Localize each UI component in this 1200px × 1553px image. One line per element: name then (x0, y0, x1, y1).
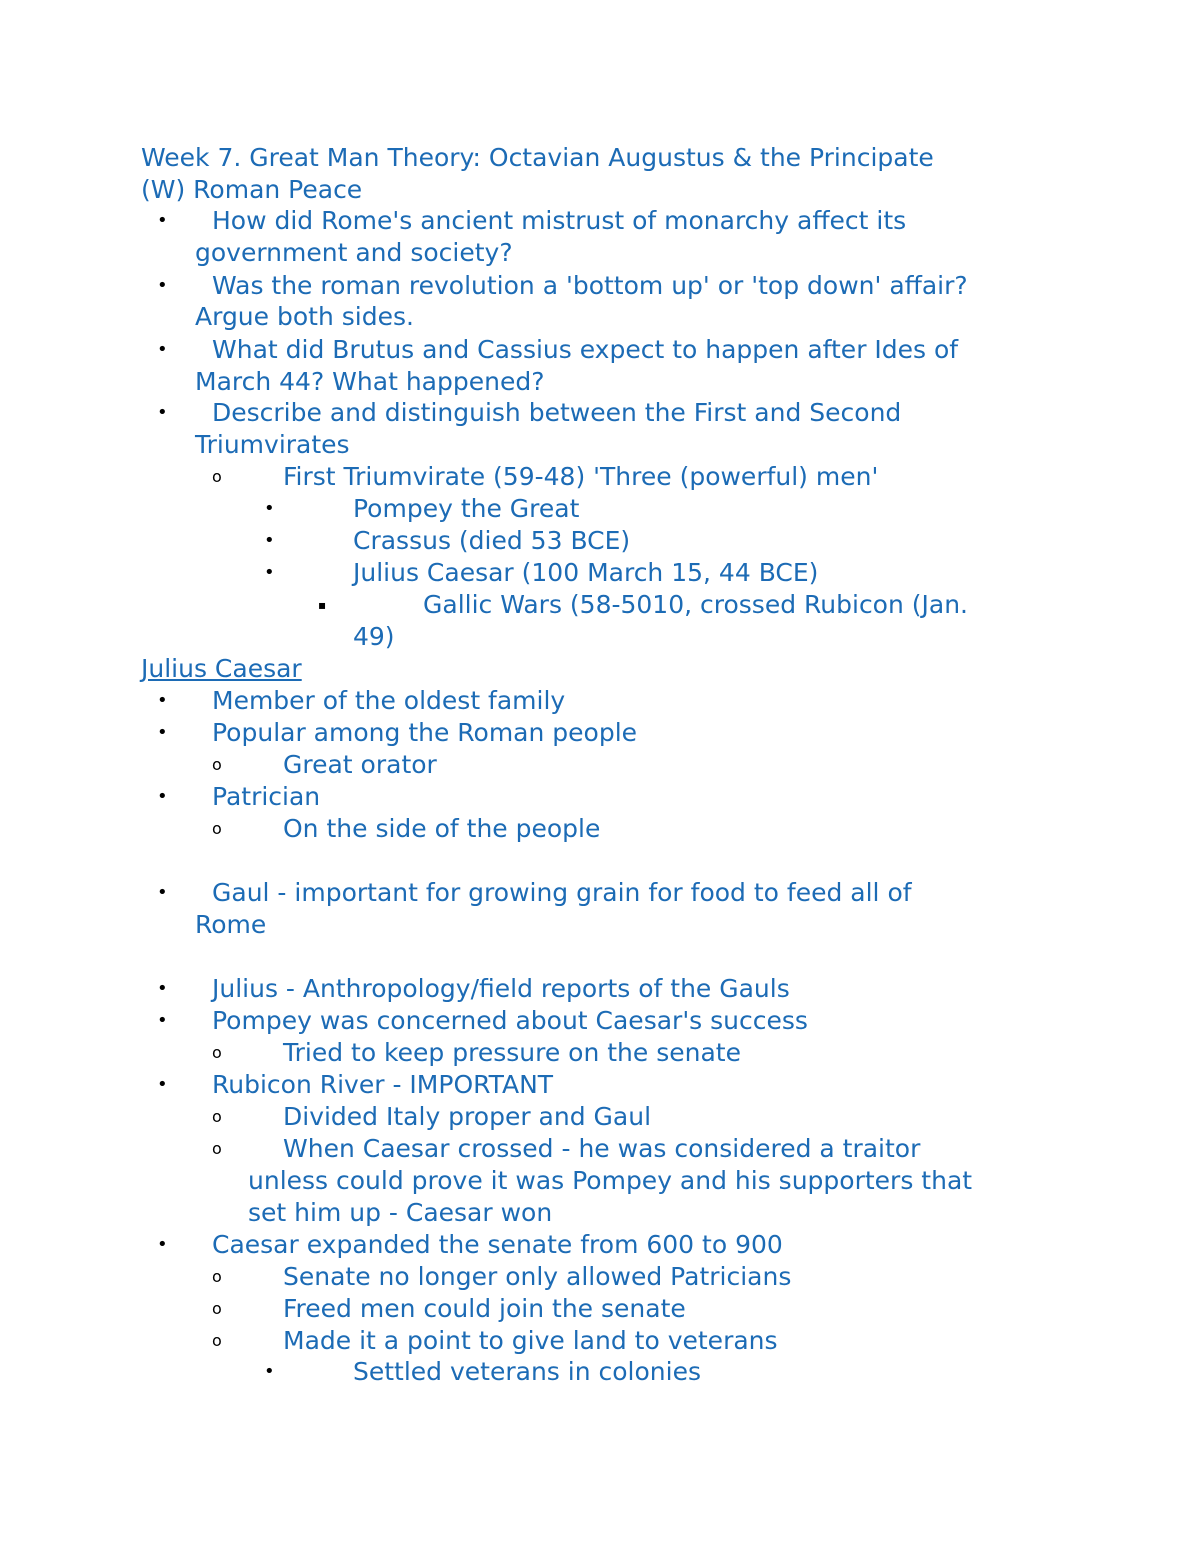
note-item: Caesar expanded the senate from 600 to 900 (212, 1230, 783, 1259)
question-item-continued: Triumvirates (195, 430, 350, 459)
note-subitem: When Caesar crossed - he was considered a traitor (283, 1134, 921, 1163)
bullet-circle: o (212, 1139, 222, 1158)
bullet-disc: • (264, 562, 275, 583)
bullet-disc: • (157, 1010, 168, 1031)
first-triumvirate-item: First Triumvirate (59-48) 'Three (powerful) men' (283, 462, 879, 491)
note-item: Rubicon River - IMPORTANT (212, 1070, 554, 1099)
note-item: Pompey was concerned about Caesar's success (212, 1006, 808, 1035)
gallic-wars-item: Gallic Wars (58-5010, crossed Rubicon (Jan. (423, 590, 969, 619)
note-item-continued: Rome (195, 910, 267, 939)
bullet-disc: • (157, 690, 168, 711)
note-subitem: Divided Italy proper and Gaul (283, 1102, 652, 1131)
question-item-continued: government and society? (195, 238, 513, 267)
triumvir-item: Pompey the Great (353, 494, 580, 523)
triumvir-item: Julius Caesar (100 March 15, 44 BCE) (353, 558, 819, 587)
bullet-disc: • (157, 275, 168, 296)
document-subtitle: (W) Roman Peace (141, 175, 363, 204)
note-item: Member of the oldest family (212, 686, 566, 715)
note-item: Julius - Anthropology/field reports of the Gauls (212, 974, 790, 1003)
bullet-disc: • (264, 530, 275, 551)
question-item-continued: Argue both sides. (195, 302, 414, 331)
question-item: Was the roman revolution a 'bottom up' or 'top down' affair? (212, 271, 968, 300)
bullet-disc: • (157, 1234, 168, 1255)
bullet-circle: o (212, 1043, 222, 1062)
bullet-circle: o (212, 467, 222, 486)
note-subitem-continued: unless could prove it was Pompey and his supporters that (248, 1166, 973, 1195)
question-item: What did Brutus and Cassius expect to happen after Ides of (212, 335, 959, 364)
bullet-disc: • (157, 210, 168, 231)
note-subitem: Freed men could join the senate (283, 1294, 686, 1323)
note-subitem: Tried to keep pressure on the senate (283, 1038, 741, 1067)
bullet-disc: • (157, 722, 168, 743)
document-title: Week 7. Great Man Theory: Octavian Augustus & the Principate (141, 143, 934, 172)
bullet-disc: • (157, 882, 168, 903)
bullet-circle: o (212, 819, 222, 838)
note-item: Patrician (212, 782, 321, 811)
note-subsubitem: Settled veterans in colonies (353, 1357, 701, 1386)
bullet-circle: o (212, 1107, 222, 1126)
gallic-wars-item-continued: 49) (353, 622, 395, 651)
section-heading-julius-caesar: Julius Caesar (141, 654, 302, 683)
triumvir-item: Crassus (died 53 BCE) (353, 526, 631, 555)
note-subitem: Made it a point to give land to veterans (283, 1326, 778, 1355)
note-subitem-continued: set him up - Caesar won (248, 1198, 553, 1227)
bullet-circle: o (212, 1267, 222, 1286)
bullet-disc: • (264, 1361, 275, 1382)
bullet-disc: • (157, 1074, 168, 1095)
note-subitem: Great orator (283, 750, 437, 779)
question-item-continued: March 44? What happened? (195, 367, 545, 396)
note-subitem: On the side of the people (283, 814, 601, 843)
bullet-circle: o (212, 755, 222, 774)
bullet-square: ▪ (318, 598, 327, 612)
bullet-disc: • (264, 498, 275, 519)
note-item: Gaul - important for growing grain for food to feed all of (212, 878, 912, 907)
bullet-disc: • (157, 786, 168, 807)
bullet-disc: • (157, 339, 168, 360)
bullet-disc: • (157, 978, 168, 999)
bullet-disc: • (157, 402, 168, 423)
bullet-circle: o (212, 1331, 222, 1350)
note-subitem: Senate no longer only allowed Patricians (283, 1262, 792, 1291)
question-item: How did Rome's ancient mistrust of monarchy affect its (212, 206, 907, 235)
note-item: Popular among the Roman people (212, 718, 638, 747)
bullet-circle: o (212, 1299, 222, 1318)
question-item: Describe and distinguish between the First and Second (212, 398, 902, 427)
